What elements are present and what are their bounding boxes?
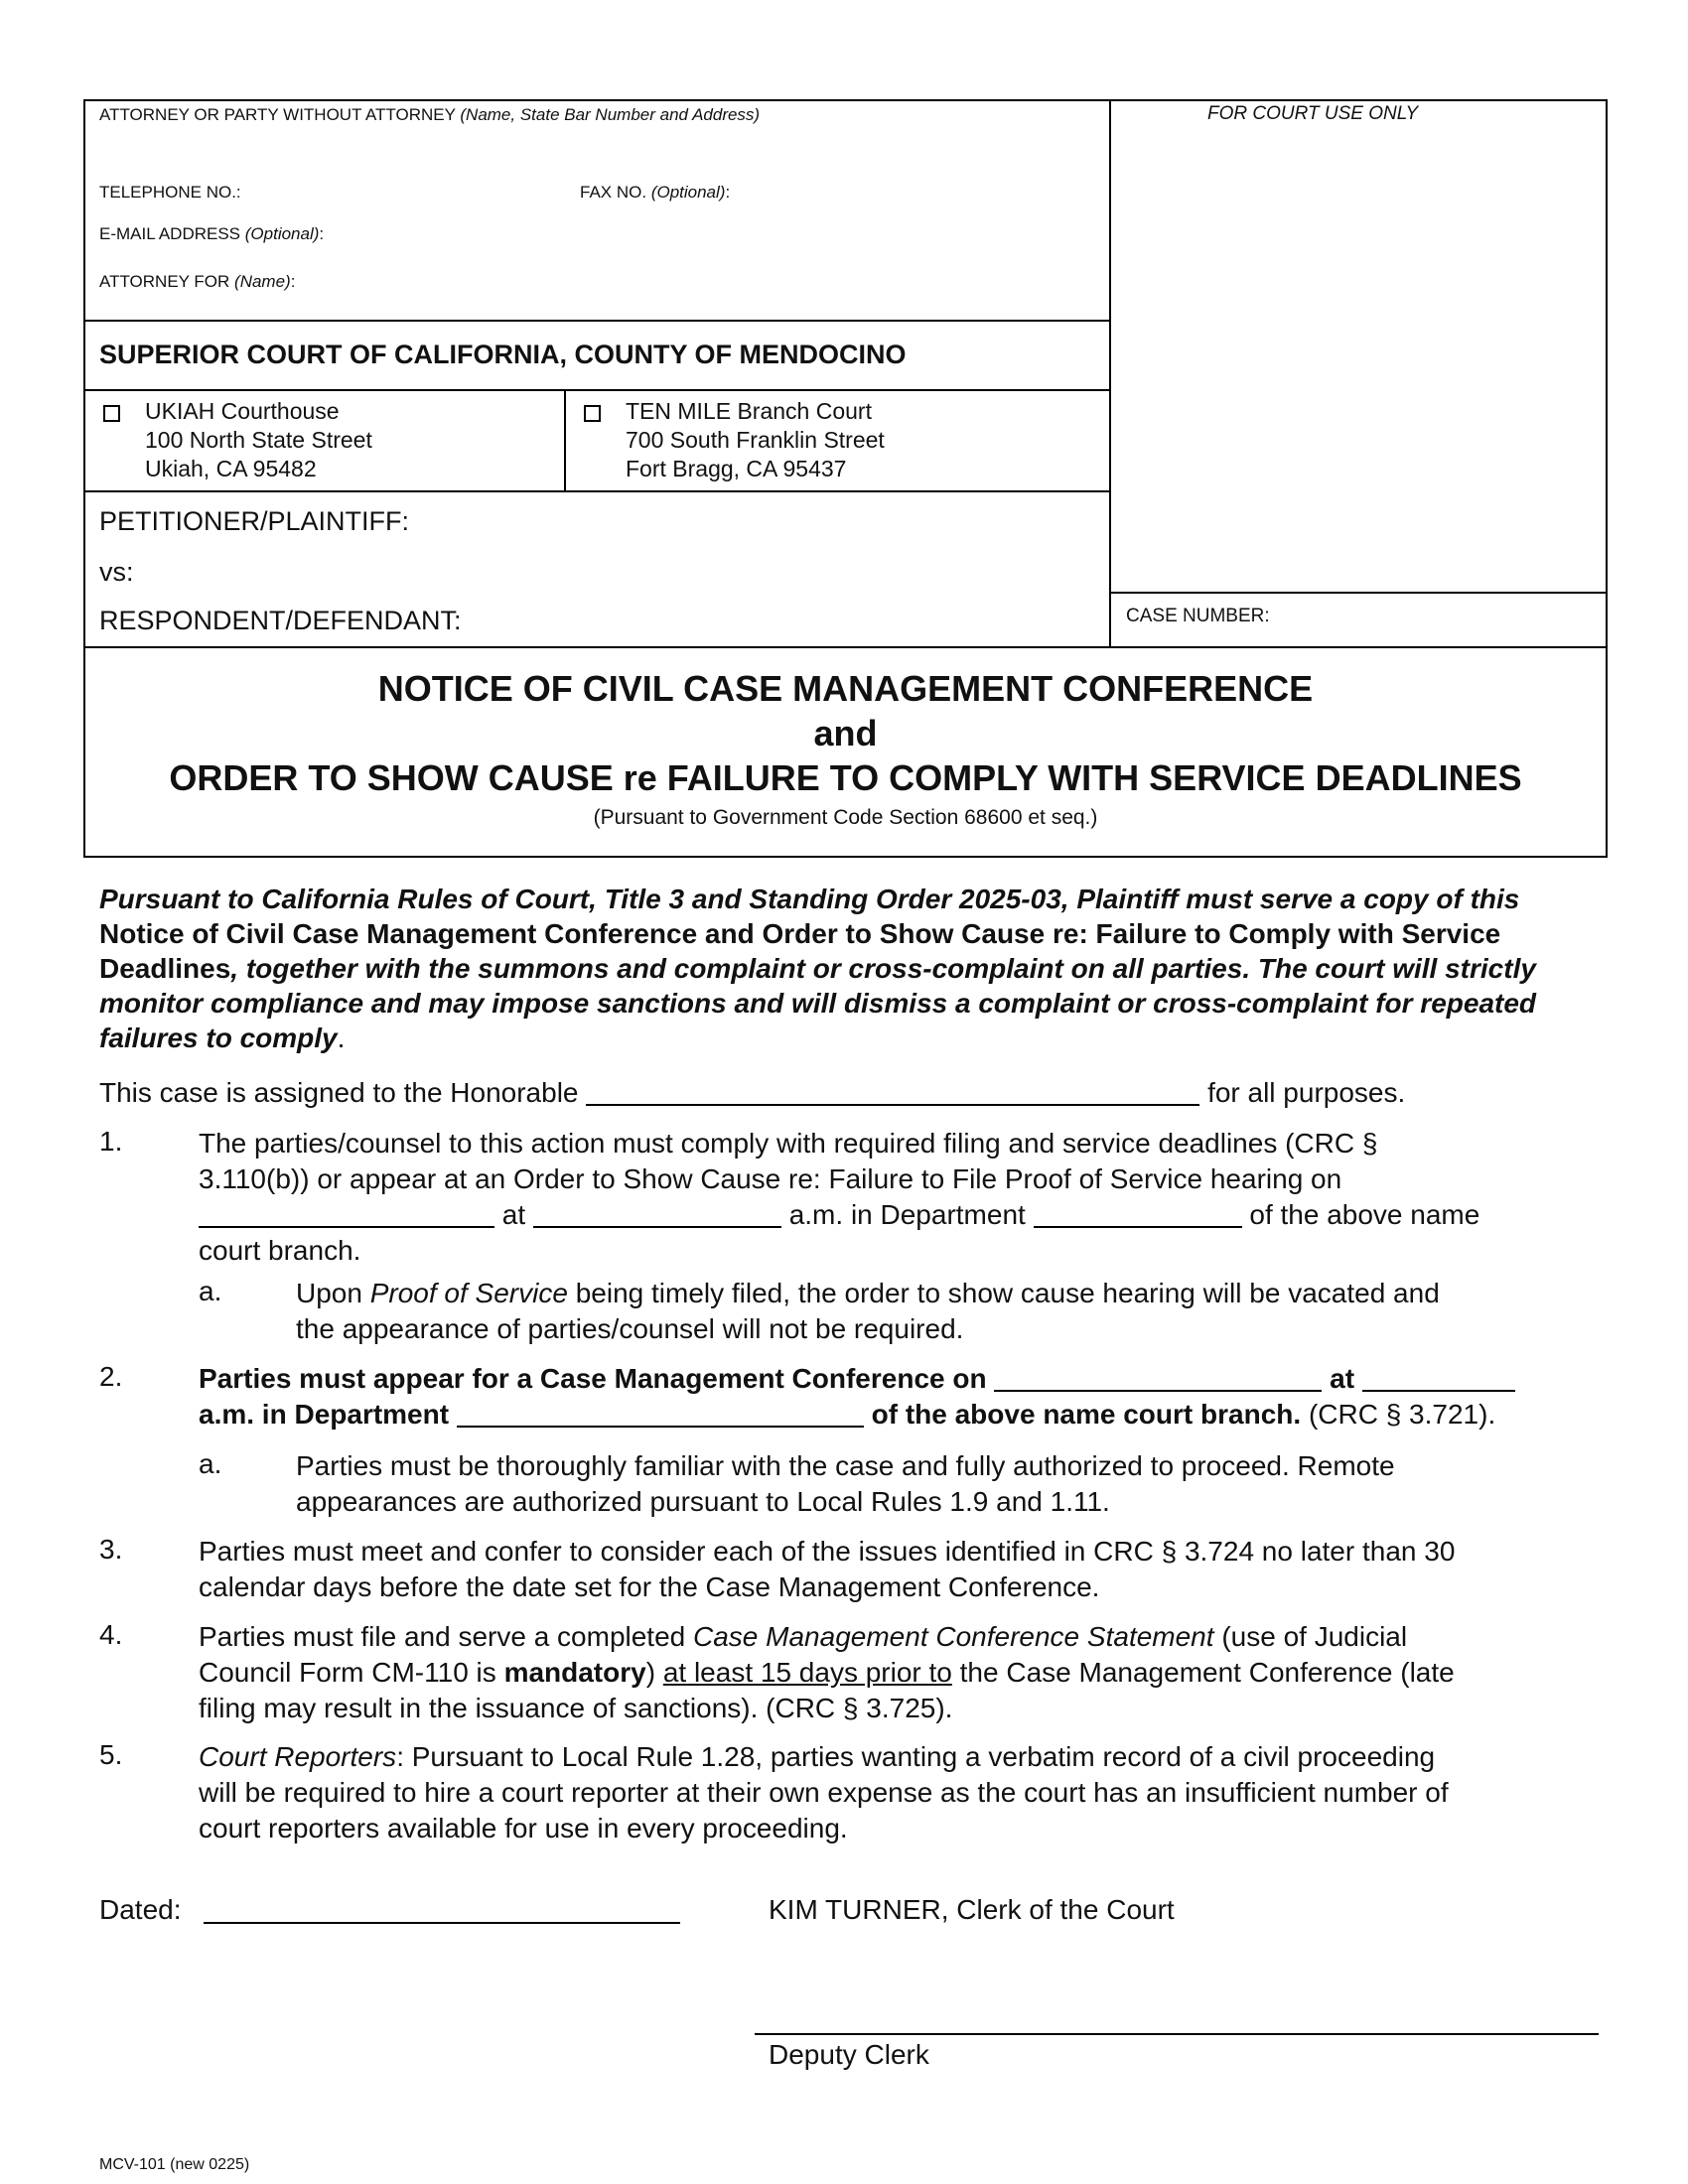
title-box — [83, 648, 1608, 858]
fax-label: FAX NO. (Optional): — [580, 183, 731, 202]
form-id: MCV-101 (new 0225) — [99, 2156, 250, 2173]
court-use-label: FOR COURT USE ONLY — [1207, 103, 1419, 124]
item-2-text: Parties must appear for a Case Management Conference on at a.m. in Department of the above name court branch. (CRC § 3.721). — [199, 1361, 1609, 1433]
title-line-2: and — [813, 713, 878, 753]
dated-line[interactable] — [204, 1922, 680, 1924]
attorney-for-label: ATTORNEY FOR (Name): — [99, 272, 296, 291]
cmc-dept-blank[interactable] — [457, 1398, 864, 1428]
item-5-number: 5. — [99, 1739, 123, 1770]
item-1-text: The parties/counsel to this action must comply with required filing and service deadlines (CRC § 3.110(b)) or appear at an Order to Show Cause re: Failure to File Proof of Service hearing on at a.m. in Department of the above name court branch. — [199, 1128, 1480, 1266]
item-3-number: 3. — [99, 1534, 123, 1565]
assigned-line: This case is assigned to the Honorable for all purposes. — [99, 1077, 1406, 1108]
court-name: SUPERIOR COURT OF CALIFORNIA, COUNTY OF MENDOCINO — [99, 340, 907, 369]
item-2-number: 2. — [99, 1361, 123, 1392]
ukiah-checkbox[interactable] — [103, 405, 120, 422]
title-subtitle: (Pursuant to Government Code Section 68600 et seq.) — [593, 806, 1098, 829]
judge-blank[interactable] — [586, 1076, 1199, 1106]
item-1-number: 1. — [99, 1126, 123, 1157]
caption-box — [83, 99, 1608, 648]
telephone-label: TELEPHONE NO.: — [99, 183, 241, 202]
respondent-label: RESPONDENT/DEFENDANT: — [99, 606, 462, 635]
ten-mile-address: TEN MILE Branch Court 700 South Franklin Street Fort Bragg, CA 95437 — [626, 398, 885, 481]
item-1a-text: Upon Proof of Service being timely filed, the order to show cause hearing will be vacated and the appearance of parties/counsel will not be required. — [296, 1278, 1440, 1344]
intro-paragraph: Pursuant to California Rules of Court, Title 3 and Standing Order 2025-03, Plaintiff must serve a copy of this Notice of Civil Case Management Conference and Order to Show Cause re: Failure to Comply with Service Deadlines, together with the summons and complaint or cross-complaint on all parties. The court will strictly monitor compliance and may impose sanctions and will dismiss a complaint or cross-complaint for repeated failures to comply. — [99, 884, 1537, 1053]
deputy-clerk-label: Deputy Clerk — [769, 2039, 929, 2070]
ukiah-address: UKIAH Courthouse 100 North State Street Ukiah, CA 95482 — [145, 398, 372, 481]
osc-dept-blank[interactable] — [1034, 1198, 1242, 1228]
item-2a-text: Parties must be thoroughly familiar with the case and fully authorized to proceed. Remote appearances are authorized pursuant to Local Rules 1.9 and 1.11. — [296, 1450, 1395, 1517]
deputy-signature-line[interactable] — [755, 2033, 1599, 2035]
item-3-text: Parties must meet and confer to consider each of the issues identified in CRC § 3.724 no later than 30 calendar days before the date set for the Case Management Conference. — [199, 1536, 1456, 1602]
item-5-text: Court Reporters: Pursuant to Local Rule 1.28, parties wanting a verbatim record of a civil proceeding will be required to hire a court reporter at their own expense as the court has an insufficient number of court reporters available for use in every proceeding. — [199, 1741, 1449, 1843]
cmc-date-blank[interactable] — [994, 1362, 1322, 1392]
email-label: E-MAIL ADDRESS (Optional): — [99, 224, 325, 243]
title-line-3: ORDER TO SHOW CAUSE re FAILURE TO COMPLY WITH SERVICE DEADLINES — [169, 757, 1522, 798]
item-1a-label: a. — [199, 1276, 222, 1306]
vs-label: vs: — [99, 557, 134, 587]
item-4-number: 4. — [99, 1619, 123, 1650]
item-4-text: Parties must file and serve a completed Case Management Conference Statement (use of Judicial Council Form CM-110 is mandatory) at least 15 days prior to the Case Management Conference (late filing may result in the issuance of sanctions). (CRC § 3.725). — [199, 1621, 1455, 1723]
petitioner-label: PETITIONER/PLAINTIFF: — [99, 506, 410, 536]
dated-label: Dated: — [99, 1894, 182, 1925]
attorney-label: ATTORNEY OR PARTY WITHOUT ATTORNEY (Name, State Bar Number and Address) — [99, 105, 761, 124]
clerk-name: KIM TURNER, Clerk of the Court — [769, 1894, 1175, 1925]
osc-time-blank[interactable] — [533, 1198, 781, 1228]
item-2a-label: a. — [199, 1448, 222, 1479]
title-line-1: NOTICE OF CIVIL CASE MANAGEMENT CONFERENCE — [377, 668, 1314, 709]
case-number-label: CASE NUMBER: — [1126, 606, 1270, 626]
cmc-time-blank[interactable] — [1362, 1362, 1515, 1392]
ten-mile-checkbox[interactable] — [584, 405, 601, 422]
osc-date-blank[interactable] — [199, 1198, 494, 1228]
